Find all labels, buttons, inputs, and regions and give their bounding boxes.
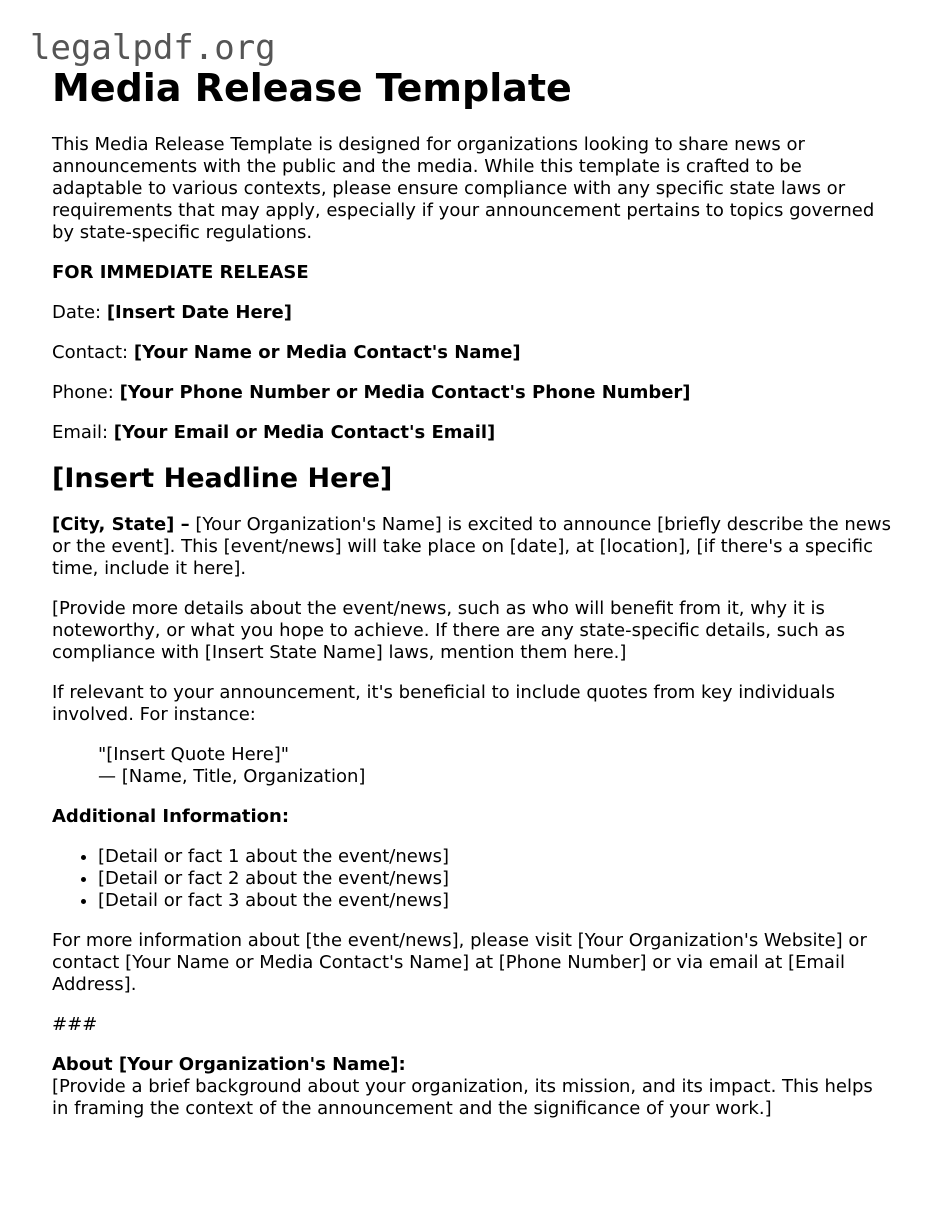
page-title: Media Release Template	[52, 66, 572, 110]
document-page	[52, 64, 892, 1120]
quote-block	[52, 744, 892, 788]
contact-label: Contact:	[52, 342, 129, 363]
about-section	[52, 1054, 892, 1120]
contact-value: [Your Name or Media Contact's Name]	[133, 342, 521, 363]
list-item: • [Detail or fact 2 about the event/news]	[98, 868, 892, 890]
about-heading: About [Your Organization's Name]:	[52, 1054, 406, 1075]
phone-label: Phone:	[52, 382, 114, 403]
email-value: [Your Email or Media Contact's Email]	[113, 422, 496, 443]
list-item: • [Detail or fact 3 about the event/news]	[98, 890, 892, 912]
email-label: Email:	[52, 422, 109, 443]
quote-intro-paragraph: If relevant to your announcement, it's beneficial to include quotes from key individuals involved. For instance:	[52, 682, 835, 725]
phone-value: [Your Phone Number or Media Contact's Phone Number]	[119, 382, 691, 403]
lead-text: [Your Organization's Name] is excited to announce [briefly describe the news or the event]. This [event/news] will take place on [date], at [location], [if there's a specific time, include it here].	[52, 514, 891, 579]
release-label: FOR IMMEDIATE RELEASE	[52, 262, 309, 283]
contact-line	[52, 342, 892, 364]
date-line	[52, 302, 892, 324]
end-mark: ###	[52, 1014, 98, 1035]
dateline: [City, State] –	[52, 514, 190, 535]
lead-paragraph	[52, 514, 892, 580]
details-paragraph: [Provide more details about the event/news, such as who will benefit from it, why it is noteworthy, or what you hope to achieve. If there are any state-specific details, such as compliance with [Insert State Name] laws, mention them here.]	[52, 598, 845, 663]
intro-paragraph: This Media Release Template is designed for organizations looking to share news or announcements with the public and the media. While this template is crafted to be adaptable to various contexts, please ensure compliance with any specific state laws or requirements that may apply, especially if your announcement pertains to topics governed by state-specific regulations.	[52, 134, 875, 243]
about-text: [Provide a brief background about your organization, its mission, and its impact. This helps in framing the context of the announcement and the significance of your work.]	[52, 1076, 873, 1119]
additional-info-list	[52, 846, 892, 912]
date-label: Date:	[52, 302, 102, 323]
list-item: • [Detail or fact 1 about the event/news]	[98, 846, 892, 868]
quote-text: "[Insert Quote Here]"	[98, 744, 290, 765]
closing-paragraph: For more information about [the event/news], please visit [Your Organization's Website] or contact [Your Name or Media Contact's Name] at [Phone Number] or via email at [Email Address].	[52, 930, 867, 995]
headline: [Insert Headline Here]	[52, 463, 393, 494]
watermark-logo: legalpdf.org	[30, 28, 276, 68]
email-line	[52, 422, 892, 444]
date-value: [Insert Date Here]	[106, 302, 292, 323]
quote-attribution: — [Name, Title, Organization]	[98, 766, 366, 787]
phone-line	[52, 382, 892, 404]
additional-info-heading: Additional Information:	[52, 806, 290, 827]
